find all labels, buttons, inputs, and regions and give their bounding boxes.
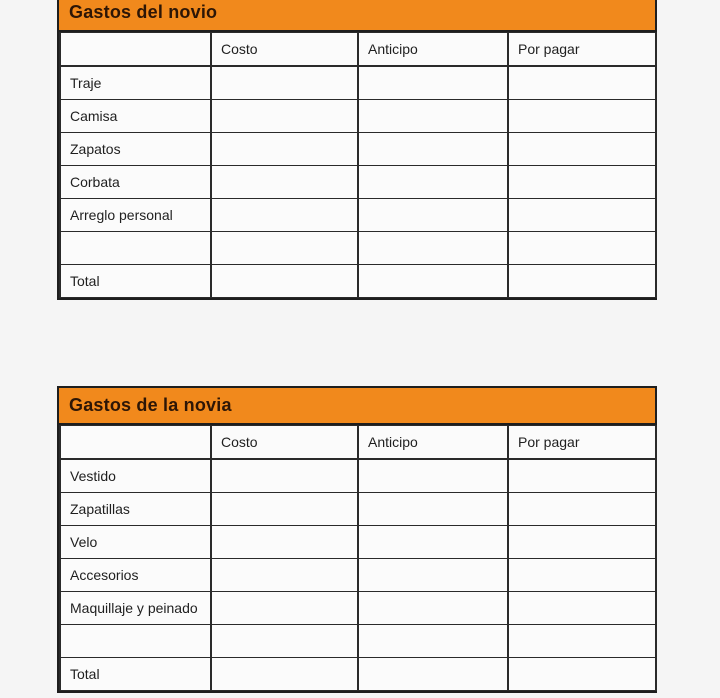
bride-expenses-table	[57, 386, 657, 693]
row-label-cell: Camisa	[60, 100, 211, 133]
row-label-cell: Corbata	[60, 166, 211, 199]
value-cell	[358, 592, 508, 625]
value-cell	[358, 133, 508, 166]
column-header-row	[60, 426, 656, 460]
value-cell	[211, 232, 358, 265]
value-cell	[358, 100, 508, 133]
value-cell	[508, 100, 656, 133]
value-cell	[211, 199, 358, 232]
value-cell	[358, 459, 508, 493]
table-row	[60, 592, 656, 625]
table-row	[60, 199, 656, 232]
table-body	[60, 66, 656, 298]
value-cell	[358, 526, 508, 559]
bride-expenses-grid	[59, 425, 657, 691]
row-label-cell	[60, 625, 211, 658]
bride-table-title-bar	[59, 388, 655, 425]
value-cell	[211, 493, 358, 526]
value-cell	[358, 658, 508, 691]
value-cell	[508, 658, 656, 691]
value-cell	[508, 66, 656, 100]
value-cell	[508, 232, 656, 265]
value-cell	[211, 459, 358, 493]
value-cell	[508, 459, 656, 493]
header-row	[60, 426, 656, 460]
column-header: Costo	[211, 426, 358, 460]
value-cell	[211, 526, 358, 559]
row-label-cell: Zapatillas	[60, 493, 211, 526]
row-label-column-header	[60, 33, 211, 67]
row-label-cell: Accesorios	[60, 559, 211, 592]
value-cell	[211, 658, 358, 691]
value-cell	[358, 232, 508, 265]
value-cell	[211, 559, 358, 592]
value-cell	[508, 199, 656, 232]
row-label-cell: Traje	[60, 66, 211, 100]
value-cell	[508, 559, 656, 592]
column-header-row	[60, 33, 656, 67]
table-row	[60, 100, 656, 133]
table-row	[60, 658, 656, 691]
table-row	[60, 625, 656, 658]
column-header: Anticipo	[358, 426, 508, 460]
table-row	[60, 265, 656, 298]
groom-table-title: Gastos del novio	[69, 2, 218, 22]
row-label-cell: Arreglo personal	[60, 199, 211, 232]
value-cell	[211, 625, 358, 658]
row-label-cell: Zapatos	[60, 133, 211, 166]
value-cell	[508, 625, 656, 658]
value-cell	[508, 592, 656, 625]
row-label-column-header	[60, 426, 211, 460]
value-cell	[508, 526, 656, 559]
value-cell	[508, 133, 656, 166]
row-label-cell: Maquillaje y peinado	[60, 592, 211, 625]
value-cell	[211, 133, 358, 166]
row-label-cell: Total	[60, 658, 211, 691]
groom-table-title-bar	[59, 0, 655, 32]
row-label-cell	[60, 232, 211, 265]
row-label-cell: Vestido	[60, 459, 211, 493]
header-row	[60, 33, 656, 67]
table-row	[60, 526, 656, 559]
table-row	[60, 133, 656, 166]
value-cell	[508, 265, 656, 298]
value-cell	[211, 592, 358, 625]
table-row	[60, 166, 656, 199]
bride-table-title: Gastos de la novia	[69, 395, 232, 415]
value-cell	[211, 166, 358, 199]
value-cell	[508, 166, 656, 199]
table-row	[60, 66, 656, 100]
value-cell	[358, 66, 508, 100]
table-row	[60, 559, 656, 592]
value-cell	[358, 166, 508, 199]
value-cell	[358, 625, 508, 658]
column-header: Por pagar	[508, 33, 656, 67]
row-label-cell: Total	[60, 265, 211, 298]
column-header: Por pagar	[508, 426, 656, 460]
groom-expenses-grid	[59, 32, 657, 298]
column-header: Anticipo	[358, 33, 508, 67]
value-cell	[211, 265, 358, 298]
value-cell	[358, 559, 508, 592]
value-cell	[358, 265, 508, 298]
value-cell	[358, 199, 508, 232]
table-body	[60, 459, 656, 691]
value-cell	[358, 493, 508, 526]
value-cell	[211, 100, 358, 133]
value-cell	[211, 66, 358, 100]
column-header: Costo	[211, 33, 358, 67]
table-row	[60, 459, 656, 493]
row-label-cell: Velo	[60, 526, 211, 559]
table-row	[60, 493, 656, 526]
value-cell	[508, 493, 656, 526]
groom-expenses-table	[57, 0, 657, 300]
table-row	[60, 232, 656, 265]
